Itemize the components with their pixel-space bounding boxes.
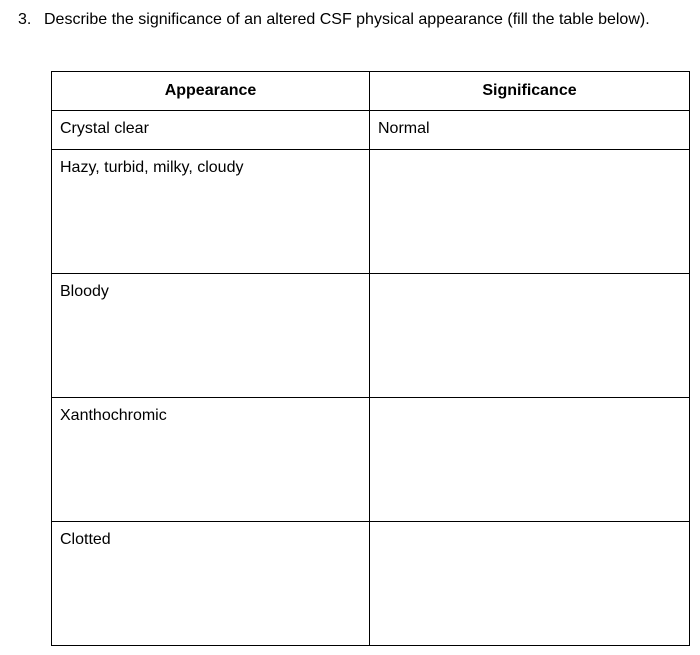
appearance-cell: Hazy, turbid, milky, cloudy xyxy=(52,150,370,274)
question-number: 3. xyxy=(18,11,32,28)
significance-cell[interactable]: Normal xyxy=(370,111,690,150)
table-row xyxy=(52,274,690,398)
significance-cell[interactable] xyxy=(370,522,690,646)
appearance-cell: Crystal clear xyxy=(52,111,370,150)
table-row xyxy=(52,150,690,274)
header-significance: Significance xyxy=(370,72,690,111)
appearance-cell: Bloody xyxy=(52,274,370,398)
table-header-row xyxy=(52,72,690,111)
appearance-cell: Clotted xyxy=(52,522,370,646)
question-text: Describe the significance of an altered CSF physical appearance (fill the table below). xyxy=(44,11,650,28)
significance-cell[interactable] xyxy=(370,150,690,274)
significance-cell[interactable] xyxy=(370,274,690,398)
appearance-significance-table xyxy=(51,71,690,646)
table-row xyxy=(52,522,690,646)
header-appearance: Appearance xyxy=(52,72,370,111)
appearance-cell: Xanthochromic xyxy=(52,398,370,522)
significance-cell[interactable] xyxy=(370,398,690,522)
table-row xyxy=(52,111,690,150)
table-row xyxy=(52,398,690,522)
question-prompt xyxy=(18,9,650,31)
